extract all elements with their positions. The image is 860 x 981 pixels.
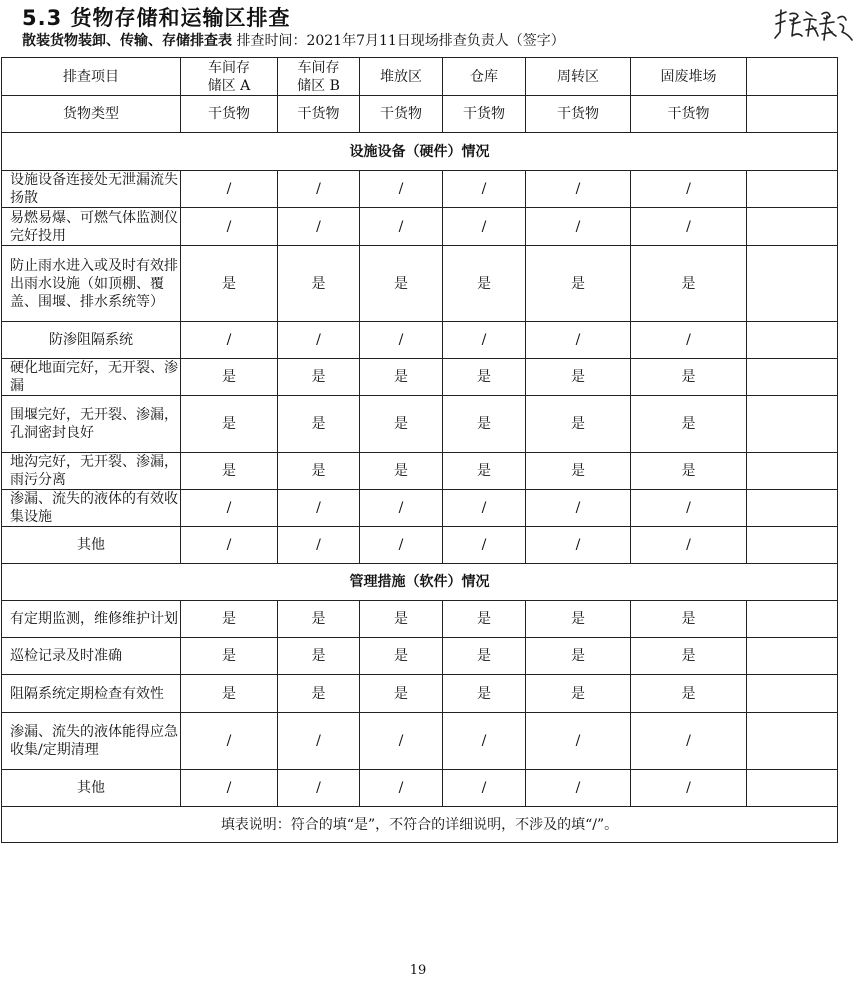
cell-value: /: [181, 322, 278, 359]
blank-cell: [747, 322, 838, 359]
table-row: [2, 246, 838, 322]
table-row: [2, 396, 838, 453]
cell-value: /: [181, 490, 278, 527]
cell-value: 是: [181, 638, 278, 675]
note-row: [2, 807, 838, 843]
blank-cell: [747, 208, 838, 246]
cell-value: /: [360, 713, 443, 770]
cell-value: 是: [443, 359, 526, 396]
blank-cell: [747, 58, 838, 96]
cell-value: 是: [443, 601, 526, 638]
table-row: [2, 322, 838, 359]
cell-value: 是: [443, 396, 526, 453]
cell-value: 是: [278, 675, 360, 713]
cell-value: /: [278, 322, 360, 359]
management-section-heading: 管理措施（软件）情况: [2, 564, 838, 601]
cell-value: /: [360, 770, 443, 807]
blank-cell: [747, 490, 838, 527]
cell-value: /: [631, 171, 747, 208]
cell-value: /: [443, 527, 526, 564]
cell-value: /: [181, 208, 278, 246]
cell-value: 是: [278, 359, 360, 396]
cell-value: 是: [631, 675, 747, 713]
blank-cell: [747, 246, 838, 322]
cell-value: /: [360, 490, 443, 527]
cell-value: 是: [526, 675, 631, 713]
cell-value: /: [278, 713, 360, 770]
row-label: 硬化地面完好，无开裂、渗漏: [2, 359, 181, 396]
blank-cell: [747, 359, 838, 396]
cell-value: /: [360, 322, 443, 359]
cell-value: 是: [360, 453, 443, 490]
cell-value: 是: [631, 638, 747, 675]
table-row: [2, 453, 838, 490]
row-label: 围堰完好，无开裂、渗漏，孔洞密封良好: [2, 396, 181, 453]
cell-value: 是: [278, 638, 360, 675]
cell-value: /: [443, 208, 526, 246]
cell-value: /: [526, 322, 631, 359]
row-label: 巡检记录及时准确: [2, 638, 181, 675]
section-header-row: [2, 133, 838, 171]
cell-value: 是: [360, 638, 443, 675]
cell-value: 是: [526, 246, 631, 322]
blank-cell: [747, 527, 838, 564]
cell-value: /: [631, 713, 747, 770]
cell-value: 是: [631, 246, 747, 322]
blank-cell: [747, 396, 838, 453]
blank-cell: [747, 675, 838, 713]
row-label: 渗漏、流失的液体能得应急收集/定期清理: [2, 713, 181, 770]
column-header-turnover-area: 周转区: [526, 58, 631, 96]
hardware-section-heading: 设施设备（硬件）情况: [2, 133, 838, 171]
cell-value: /: [443, 713, 526, 770]
cargo-type-row: [2, 96, 838, 133]
cell-value: /: [278, 171, 360, 208]
cell-value: /: [360, 208, 443, 246]
cell-value: 是: [443, 246, 526, 322]
cell-value: /: [526, 490, 631, 527]
blank-cell: [747, 601, 838, 638]
cell-value: 干货物: [526, 96, 631, 133]
cell-value: /: [181, 713, 278, 770]
cell-value: /: [631, 770, 747, 807]
page-number: 19: [409, 963, 427, 978]
cell-value: 是: [278, 453, 360, 490]
cell-value: 干货物: [278, 96, 360, 133]
section-header-row: [2, 564, 838, 601]
cell-value: 是: [443, 453, 526, 490]
row-label: 防止雨水进入或及时有效排出雨水设施（如顶棚、覆盖、围堰、排水系统等）: [2, 246, 181, 322]
cell-value: /: [360, 171, 443, 208]
cell-value: 是: [526, 638, 631, 675]
column-header-warehouse: 仓库: [443, 58, 526, 96]
table-row: [2, 601, 838, 638]
row-label: 有定期监测，维修维护计划: [2, 601, 181, 638]
cell-value: /: [443, 490, 526, 527]
cell-value: 是: [181, 601, 278, 638]
cell-value: /: [443, 770, 526, 807]
row-label: 其他: [2, 527, 181, 564]
cell-value: /: [526, 713, 631, 770]
column-header-stacking-area: 堆放区: [360, 58, 443, 96]
cell-value: 是: [631, 396, 747, 453]
cell-value: 是: [181, 675, 278, 713]
cell-value: 干货物: [631, 96, 747, 133]
cell-value: /: [526, 208, 631, 246]
cell-value: 是: [360, 246, 443, 322]
table-header-row: [2, 58, 838, 96]
cell-value: /: [631, 527, 747, 564]
table-row: [2, 675, 838, 713]
cell-value: 是: [278, 396, 360, 453]
cell-value: 是: [181, 396, 278, 453]
cell-value: /: [278, 208, 360, 246]
column-header-workshop-b: 车间存 储区 B: [278, 58, 360, 96]
cell-value: /: [631, 490, 747, 527]
row-label: 易燃易爆、可燃气体监测仪完好投用: [2, 208, 181, 246]
blank-cell: [747, 638, 838, 675]
table-row: [2, 638, 838, 675]
cell-value: /: [526, 527, 631, 564]
cell-value: 干货物: [360, 96, 443, 133]
table-row: [2, 527, 838, 564]
column-header-workshop-a: 车间存 储区 A: [181, 58, 278, 96]
table-title: 散装货物装卸、传输、存储排查表: [22, 33, 232, 49]
cell-value: 是: [526, 359, 631, 396]
subtitle-line: [22, 30, 565, 50]
table-row: [2, 713, 838, 770]
cell-value: 是: [181, 453, 278, 490]
table-row: [2, 359, 838, 396]
cell-value: 是: [631, 453, 747, 490]
blank-cell: [747, 713, 838, 770]
cell-value: 是: [526, 453, 631, 490]
cell-value: 干货物: [181, 96, 278, 133]
cell-value: /: [181, 770, 278, 807]
cell-value: /: [631, 322, 747, 359]
row-label: 阻隔系统定期检查有效性: [2, 675, 181, 713]
cell-value: 是: [631, 601, 747, 638]
row-label: 防渗阻隔系统: [2, 322, 181, 359]
inspection-info: 排查时间：2021年7月11日现场排查负责人（签字）: [236, 33, 565, 49]
blank-cell: [747, 453, 838, 490]
fill-instructions: 填表说明：符合的填“是”，不符合的详细说明，不涉及的填“/”。: [2, 807, 838, 843]
cell-value: 是: [631, 359, 747, 396]
table-row: [2, 770, 838, 807]
cell-value: 是: [360, 601, 443, 638]
cell-value: /: [526, 770, 631, 807]
cell-value: /: [181, 171, 278, 208]
row-label: 渗漏、流失的液体的有效收集设施: [2, 490, 181, 527]
cell-value: /: [443, 322, 526, 359]
cell-value: /: [360, 527, 443, 564]
cell-value: 是: [181, 246, 278, 322]
cell-value: 是: [278, 601, 360, 638]
cell-value: 是: [526, 396, 631, 453]
inspection-table: [1, 57, 838, 843]
handwritten-signature: [772, 6, 856, 46]
cell-value: 是: [360, 359, 443, 396]
blank-cell: [747, 171, 838, 208]
blank-cell: [747, 770, 838, 807]
cell-value: /: [278, 490, 360, 527]
cell-value: 是: [360, 675, 443, 713]
row-label: 设施设备连接处无泄漏流失扬散: [2, 171, 181, 208]
cell-value: /: [278, 527, 360, 564]
cell-value: 是: [526, 601, 631, 638]
cell-value: /: [278, 770, 360, 807]
blank-cell: [747, 96, 838, 133]
cell-value: /: [443, 171, 526, 208]
table-row: [2, 171, 838, 208]
table-row: [2, 208, 838, 246]
table-row: [2, 490, 838, 527]
cell-value: 干货物: [443, 96, 526, 133]
cell-value: /: [181, 527, 278, 564]
column-header-item: 排查项目: [2, 58, 181, 96]
column-header-solid-waste-yard: 固废堆场: [631, 58, 747, 96]
cell-value: 是: [278, 246, 360, 322]
row-label: 地沟完好，无开裂、渗漏，雨污分离: [2, 453, 181, 490]
cell-value: 是: [443, 638, 526, 675]
cell-value: 是: [360, 396, 443, 453]
cell-value: /: [631, 208, 747, 246]
section-title: 5.3 货物存储和运输区排查: [22, 6, 291, 30]
cell-value: 是: [443, 675, 526, 713]
row-label: 货物类型: [2, 96, 181, 133]
row-label: 其他: [2, 770, 181, 807]
cell-value: /: [526, 171, 631, 208]
cell-value: 是: [181, 359, 278, 396]
